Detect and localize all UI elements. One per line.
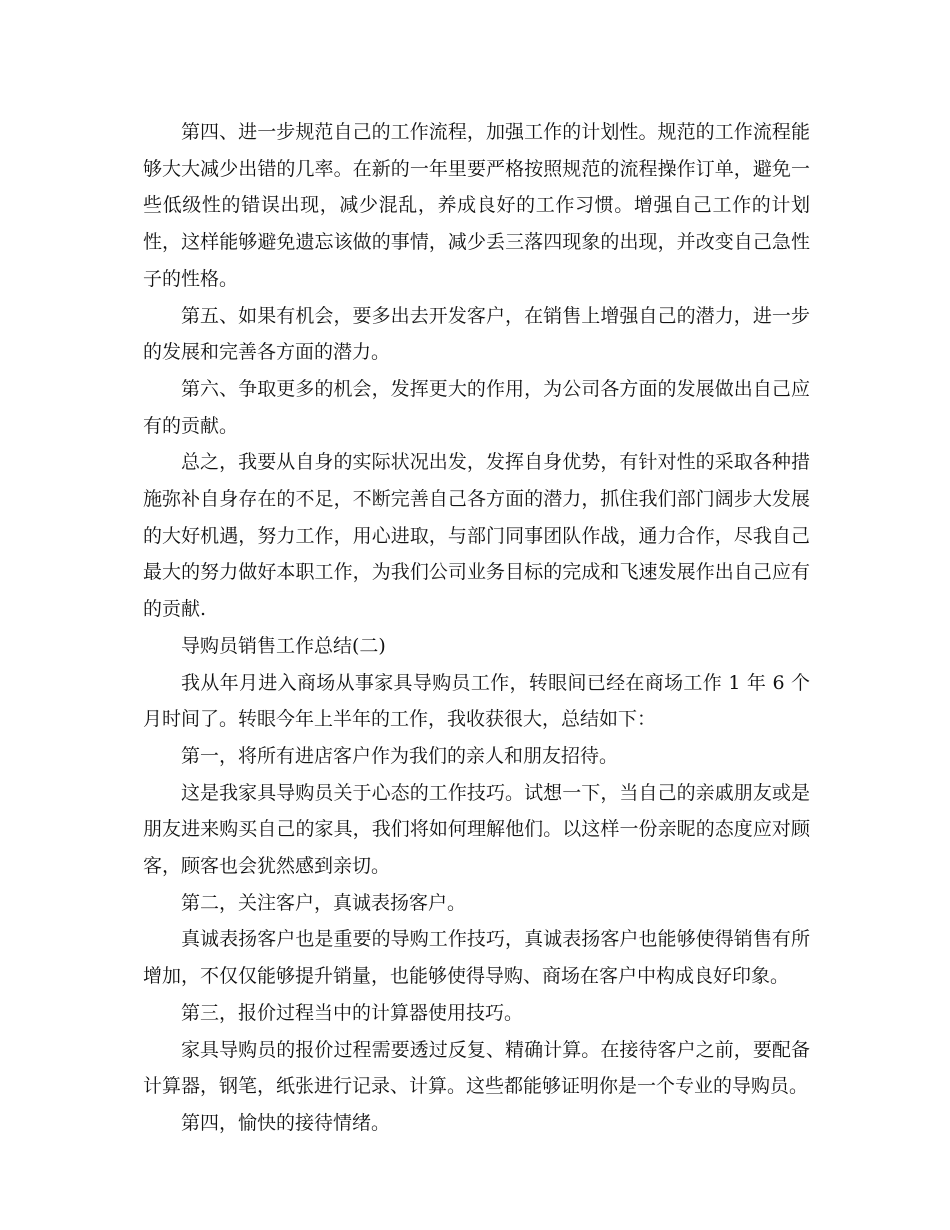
paragraph-point-one: 第一，将所有进店客户作为我们的亲人和朋友招待。 (181, 744, 619, 767)
document-body (143, 114, 810, 1142)
paragraph-point-four: 第四，愉快的接待情绪。 (181, 1111, 391, 1134)
paragraph-more-opportunities: 第六、争取更多的机会，发挥更大的作用，为公司各方面的发展做出自己应有的贡献。 (143, 377, 810, 437)
paragraph-conclusion: 总之，我要从自身的实际状况出发，发挥自身优势，有针对性的采取各种措施弥补自身存在的不足，不断完善自己各方面的潜力，抓住我们部门阔步大发展的大好机遇，努力工作，用心进取，与部门同事团队作战，通力合作，尽我自己最大的努力做好本职工作，为我们公司业务目标的完成和飞速发展作出自己应有的贡献. (143, 451, 810, 621)
paragraph-point-three: 第三，报价过程当中的计算器使用技巧。 (181, 1001, 524, 1024)
paragraph-intro: 我从年月进入商场从事家具导购员工作，转眼间已经在商场工作 1 年 6 个月时间了。转眼今年上半年的工作，我收获很大，总结如下： (143, 671, 810, 731)
paragraph-point-two: 第二，关注客户，真诚表扬客户。 (181, 891, 467, 914)
paragraph-develop-clients: 第五、如果有机会，要多出去开发客户，在销售上增强自己的潜力，进一步的发展和完善各方面的潜力。 (143, 304, 810, 364)
paragraph-point-one-detail: 这是我家具导购员关于心态的工作技巧。试想一下，当自己的亲戚朋友或是朋友进来购买自己的家具，我们将如何理解他们。以这样一份亲昵的态度应对顾客，顾客也会犹然感到亲切。 (143, 781, 810, 878)
paragraph-work-process: 第四、进一步规范自己的工作流程，加强工作的计划性。规范的工作流程能够大大减少出错的几率。在新的一年里要严格按照规范的流程操作订单，避免一些低级性的错误出现，减少混乱，养成良好的工作习惯。增强自己工作的计划性，这样能够避免遗忘该做的事情，减少丢三落四现象的出现，并改变自己急性子的性格。 (143, 121, 810, 290)
paragraph-point-three-detail: 家具导购员的报价过程需要透过反复、精确计算。在接待客户之前，要配备计算器，钢笔，纸张进行记录、计算。这些都能够证明你是一个专业的导购员。 (143, 1038, 810, 1098)
paragraph-point-two-detail: 真诚表扬客户也是重要的导购工作技巧，真诚表扬客户也能够使得销售有所增加，不仅仅能够提升销量，也能够使得导购、商场在客户中构成良好印象。 (143, 928, 810, 988)
section-heading: 导购员销售工作总结(二) (181, 634, 386, 657)
